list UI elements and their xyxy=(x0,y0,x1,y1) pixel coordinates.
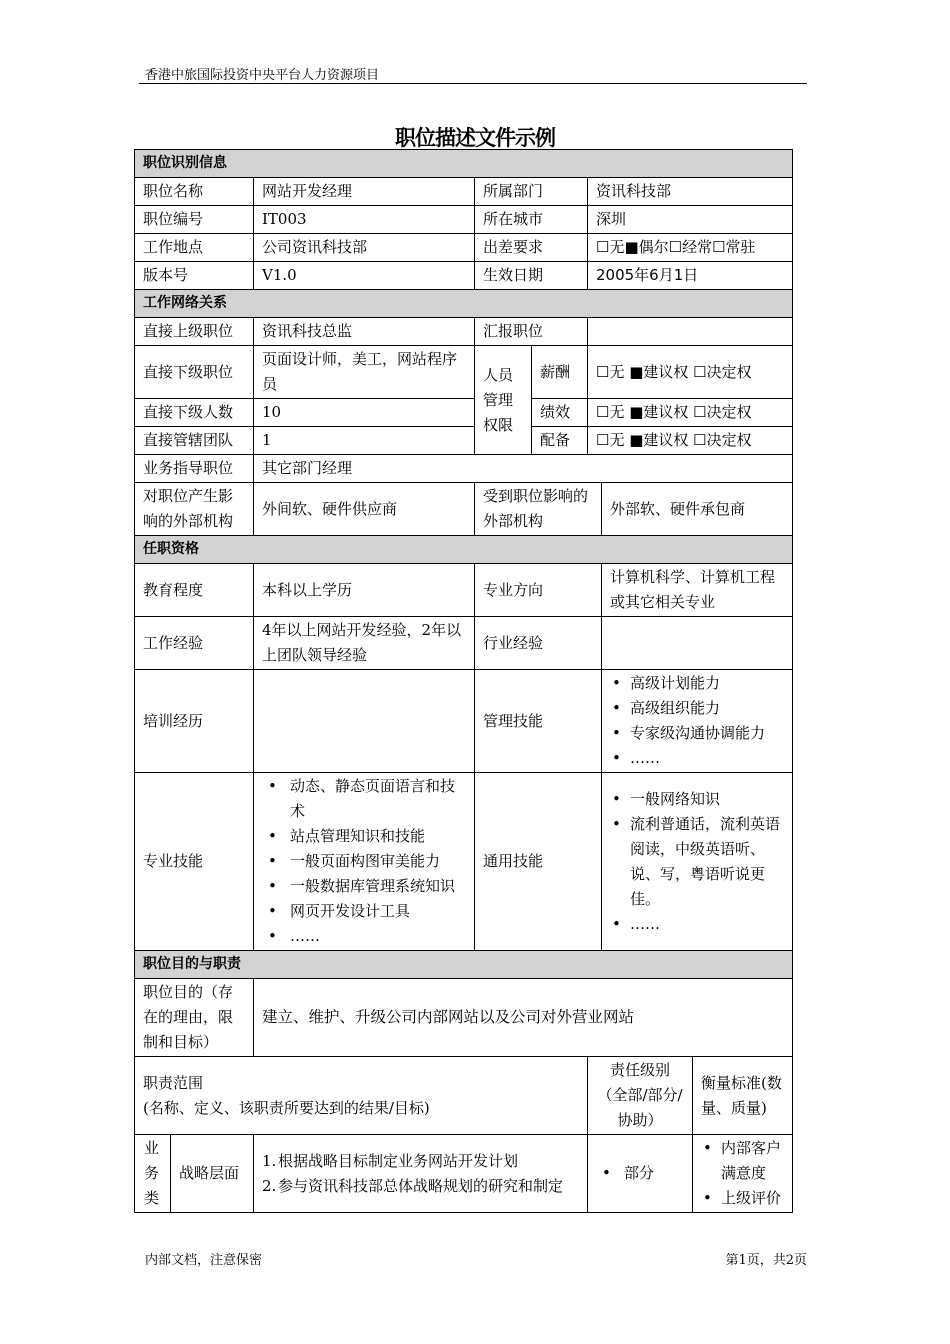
staffing-options: ☐无 ■建议权 ☐决定权 xyxy=(588,427,793,455)
value-cell xyxy=(602,617,793,670)
table-row xyxy=(135,773,793,951)
running-header: 香港中旅国际投资中央平台人力资源项目 xyxy=(145,68,380,83)
salary-options: ☐无 ■建议权 ☐决定权 xyxy=(588,346,793,399)
label-cell: 薪酬 xyxy=(532,346,588,399)
label-cell: 直接下级职位 xyxy=(135,346,254,399)
label-cell: 职位目的（存在的理由，限制和目标） xyxy=(135,979,254,1057)
list-item: • 一般页面构图审美能力 xyxy=(262,849,466,874)
value-cell: 外间软、硬件供应商 xyxy=(254,483,475,536)
section-network-header: 工作网络关系 xyxy=(135,290,793,318)
scope-header-cell xyxy=(135,1057,588,1135)
value-cell: 其它部门经理 xyxy=(254,455,793,483)
authority-label: 人员管理权限 xyxy=(475,346,532,455)
label-cell: 配备 xyxy=(532,427,588,455)
list-item: • 专家级沟通协调能力 xyxy=(610,721,784,746)
footer-left: 内部文档，注意保密 xyxy=(145,1253,263,1268)
label-cell: 行业经验 xyxy=(475,617,602,670)
management-skills-list xyxy=(610,671,784,771)
value-cell: IT003 xyxy=(254,206,475,234)
list-item: • 高级组织能力 xyxy=(610,696,784,721)
duty-text: 参与资讯科技部总体战略规划的研究和制定 xyxy=(278,1176,564,1195)
measure-header: 衡量标准(数量、质量) xyxy=(693,1057,793,1135)
list-item: • 站点管理知识和技能 xyxy=(262,824,466,849)
table-row xyxy=(135,979,793,1057)
list-item: • 网页开发设计工具 xyxy=(262,899,466,924)
value-cell: 1 xyxy=(254,427,475,455)
purpose-value: 建立、维护、升级公司内部网站以及公司对外营业网站 xyxy=(254,979,793,1057)
table-row xyxy=(135,318,793,346)
label-cell: 直接管辖团队 xyxy=(135,427,254,455)
table-row xyxy=(135,346,793,399)
list-item: • …… xyxy=(610,912,784,937)
label-cell: 版本号 xyxy=(135,262,254,290)
value-cell xyxy=(254,670,475,773)
value-cell: 计算机科学、计算机工程或其它相关专业 xyxy=(602,564,793,617)
value-cell: 资讯科技部 xyxy=(588,178,793,206)
label-cell: 对职位产生影响的外部机构 xyxy=(135,483,254,536)
label-cell: 通用技能 xyxy=(475,773,602,951)
performance-options: ☐无 ■建议权 ☐决定权 xyxy=(588,399,793,427)
scope-label: 职责范围 xyxy=(143,1073,204,1092)
table-row xyxy=(135,483,793,536)
list-item: • 部分 xyxy=(596,1161,684,1186)
label-cell: 教育程度 xyxy=(135,564,254,617)
duty-text: 根据战略目标制定业务网站开发计划 xyxy=(278,1151,519,1170)
value-cell: 2005年6月1日 xyxy=(588,262,793,290)
job-description-table xyxy=(134,149,793,1213)
list-item: • 上级评价 xyxy=(701,1186,784,1211)
duties-cell xyxy=(254,1135,588,1213)
label-cell: 绩效 xyxy=(532,399,588,427)
value-cell: V1.0 xyxy=(254,262,475,290)
value-cell: 4年以上网站开发经验，2年以上团队领导经验 xyxy=(254,617,475,670)
label-cell: 受到职位影响的外部机构 xyxy=(475,483,602,536)
table-row xyxy=(135,234,793,262)
label-cell: 业务指导职位 xyxy=(135,455,254,483)
list-item: • 流利普通话，流利英语阅读，中级英语听、说、写，粤语听说更佳。 xyxy=(610,812,784,912)
value-cell: 10 xyxy=(254,399,475,427)
label-cell: 职位名称 xyxy=(135,178,254,206)
label-cell: 培训经历 xyxy=(135,670,254,773)
list-item: • …… xyxy=(262,924,466,949)
level-header: 责任级别（全部/部分/协助） xyxy=(588,1057,693,1135)
value-cell: 深圳 xyxy=(588,206,793,234)
travel-options: ☐无■偶尔☐经常☐常驻 xyxy=(588,234,793,262)
duty-item xyxy=(262,1149,579,1174)
section-qualification-header: 任职资格 xyxy=(135,536,793,564)
label-cell: 生效日期 xyxy=(475,262,588,290)
section-purpose-header: 职位目的与职责 xyxy=(135,951,793,979)
business-label: 业务类 xyxy=(135,1135,171,1213)
value-cell: 页面设计师，美工，网站程序员 xyxy=(254,346,475,399)
list-item: • 内部客户满意度 xyxy=(701,1136,784,1186)
value-cell: 网站开发经理 xyxy=(254,178,475,206)
section-identity-header: 职位识别信息 xyxy=(135,150,793,178)
section-row xyxy=(135,290,793,318)
label-cell: 出差要求 xyxy=(475,234,588,262)
table-row xyxy=(135,670,793,773)
level-list xyxy=(596,1161,684,1186)
level-cell xyxy=(588,1135,693,1213)
label-cell: 所属部门 xyxy=(475,178,588,206)
label-cell: 职位编号 xyxy=(135,206,254,234)
list-item: • 一般网络知识 xyxy=(610,787,784,812)
list-item: • …… xyxy=(610,746,784,771)
label-cell: 工作经验 xyxy=(135,617,254,670)
table-row xyxy=(135,427,793,455)
table-row xyxy=(135,262,793,290)
duty-number: 2. xyxy=(262,1176,277,1195)
footer-page-number: 第1页，共2页 xyxy=(725,1253,807,1268)
list-item: • 动态、静态页面语言和技术 xyxy=(262,774,466,824)
table-row xyxy=(135,617,793,670)
table-row xyxy=(135,1135,793,1213)
table-row xyxy=(135,1057,793,1135)
value-cell: 外部软、硬件承包商 xyxy=(602,483,793,536)
management-skills-cell xyxy=(602,670,793,773)
strategy-label: 战略层面 xyxy=(171,1135,254,1213)
general-skills-list xyxy=(610,787,784,937)
section-row xyxy=(135,150,793,178)
label-cell: 专业技能 xyxy=(135,773,254,951)
label-cell: 管理技能 xyxy=(475,670,602,773)
duty-number: 1. xyxy=(262,1151,277,1170)
label-cell: 直接下级人数 xyxy=(135,399,254,427)
label-cell: 专业方向 xyxy=(475,564,602,617)
value-cell xyxy=(588,318,793,346)
label-cell: 直接上级职位 xyxy=(135,318,254,346)
table-row xyxy=(135,455,793,483)
measure-cell xyxy=(693,1135,793,1213)
value-cell: 资讯科技总监 xyxy=(254,318,475,346)
label-cell: 工作地点 xyxy=(135,234,254,262)
label-cell: 汇报职位 xyxy=(475,318,588,346)
table-row xyxy=(135,399,793,427)
value-cell: 本科以上学历 xyxy=(254,564,475,617)
header-rule xyxy=(139,83,807,84)
table-row xyxy=(135,178,793,206)
professional-skills-list xyxy=(262,774,466,949)
table-row xyxy=(135,206,793,234)
scope-note: (名称、定义、该职责所要达到的结果/目标) xyxy=(143,1098,430,1117)
section-row xyxy=(135,951,793,979)
duty-item xyxy=(262,1174,579,1199)
table-row xyxy=(135,564,793,617)
professional-skills-cell xyxy=(254,773,475,951)
duties-list xyxy=(262,1149,579,1199)
measure-list xyxy=(701,1136,784,1211)
section-row xyxy=(135,536,793,564)
list-item: • 高级计划能力 xyxy=(610,671,784,696)
label-cell: 所在城市 xyxy=(475,206,588,234)
general-skills-cell xyxy=(602,773,793,951)
list-item: • 一般数据库管理系统知识 xyxy=(262,874,466,899)
value-cell: 公司资讯科技部 xyxy=(254,234,475,262)
document-title: 职位描述文件示例 xyxy=(395,126,555,150)
